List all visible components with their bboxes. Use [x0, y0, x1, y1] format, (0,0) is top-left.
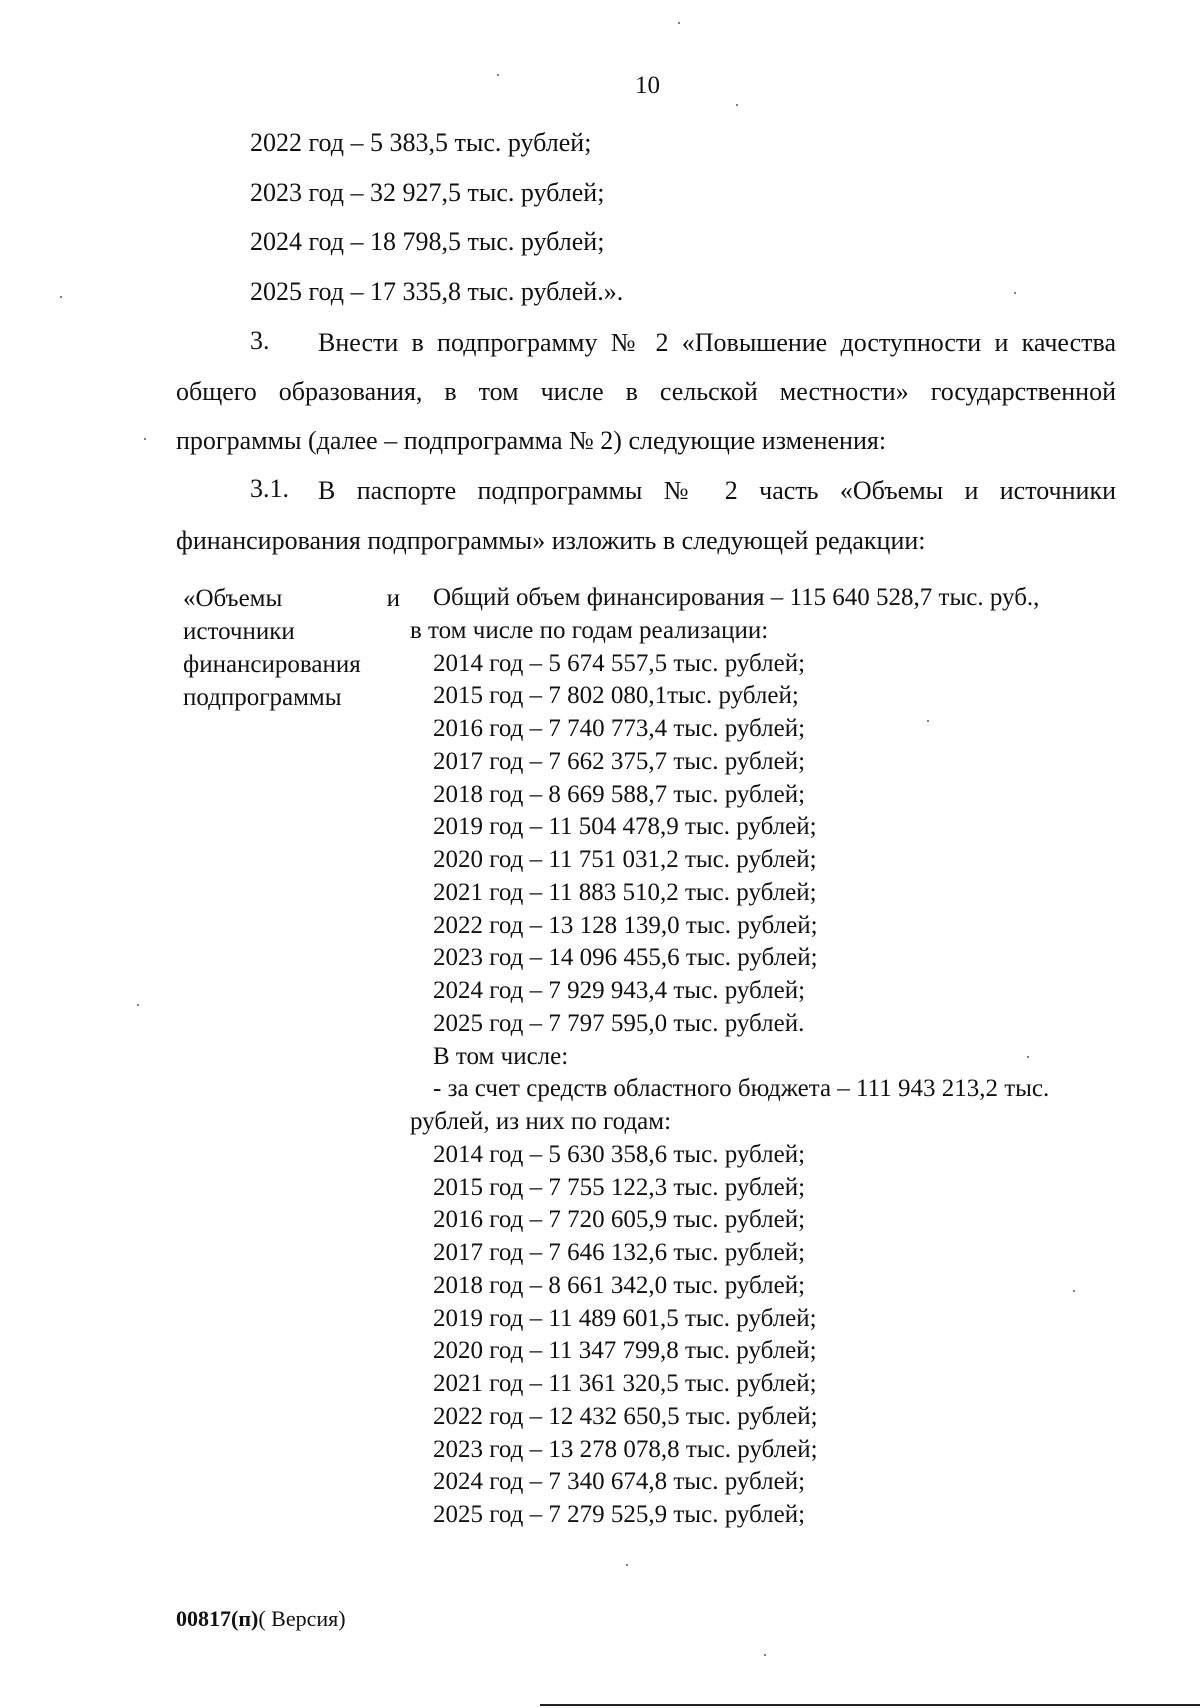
regional-year-row: 2025 год – 7 279 525,9 тыс. рублей;: [433, 1501, 806, 1528]
label-word: «Объемы: [183, 585, 283, 612]
total-year-row: 2022 год – 13 128 139,0 тыс. рублей;: [433, 911, 818, 939]
total-year-row: 2025 год – 7 797 595,0 тыс. рублей.: [433, 1009, 805, 1037]
total-year-row: 2019 год – 11 504 478,9 тыс. рублей;: [433, 813, 817, 841]
document-version: ( Версия): [258, 1606, 346, 1631]
label-word: источники: [183, 618, 295, 645]
scan-speck: [927, 720, 929, 722]
regional-year-row: 2021 год – 11 361 320,5 тыс. рублей;: [433, 1370, 817, 1397]
paragraph-number: 3.1.: [250, 474, 289, 503]
total-year-row: 2018 год – 8 669 588,7 тыс. рублей;: [433, 780, 806, 808]
bottom-rule: [540, 1704, 1200, 1706]
label-word: финансирования: [183, 651, 361, 678]
paragraph-line: финансирования подпрограммы» изложить в следующей редакции:: [176, 526, 926, 555]
paragraph-line: Внести в подпрограмму № 2 «Повышение доступности и качества: [318, 328, 1116, 357]
year-line: 2024 год – 18 798,5 тыс. рублей;: [250, 227, 605, 256]
regional-year-row: 2022 год – 12 432 650,5 тыс. рублей;: [433, 1402, 818, 1430]
document-code: 00817(п): [176, 1606, 259, 1631]
scan-speck: [144, 438, 146, 440]
scan-speck: [60, 296, 62, 298]
scan-speck: [764, 1654, 766, 1656]
year-line: 2025 год – 17 335,8 тыс. рублей.».: [250, 277, 624, 306]
regional-year-row: 2023 год – 13 278 078,8 тыс. рублей;: [433, 1435, 818, 1463]
total-year-row: 2023 год – 14 096 455,6 тыс. рублей;: [433, 944, 818, 972]
funding-label: [183, 582, 400, 714]
total-year-row: 2014 год – 5 674 557,5 тыс. рублей;: [433, 649, 806, 677]
total-year-row: 2021 год – 11 883 510,2 тыс. рублей;: [433, 878, 817, 906]
regional-year-row: 2024 год – 7 340 674,8 тыс. рублей;: [433, 1468, 806, 1496]
scan-speck: [1027, 1056, 1029, 1058]
regional-year-row: 2019 год – 11 489 601,5 тыс. рублей;: [433, 1304, 817, 1332]
year-line: 2023 год – 32 927,5 тыс. рублей;: [250, 178, 605, 207]
paragraph-number: 3.: [250, 326, 270, 355]
year-line: 2022 год – 5 383,5 тыс. рублей;: [250, 128, 592, 157]
scan-speck: [736, 104, 738, 106]
total-year-row: 2017 год – 7 662 375,7 тыс. рублей;: [433, 747, 806, 775]
regional-year-row: 2016 год – 7 720 605,9 тыс. рублей;: [433, 1206, 806, 1234]
page-number: 10: [635, 72, 660, 99]
regional-year-row: 2015 год – 7 755 122,3 тыс. рублей;: [433, 1173, 806, 1201]
label-word: подпрограммы: [183, 684, 342, 711]
scan-speck: [626, 1564, 628, 1566]
document-footer: [176, 1606, 346, 1632]
total-year-row: 2016 год – 7 740 773,4 тыс. рублей;: [433, 715, 806, 742]
regional-line: рублей, из них по годам:: [410, 1108, 672, 1135]
total-line: в том числе по годам реализации:: [410, 616, 769, 644]
paragraph-line: В паспорте подпрограммы № 2 часть «Объемы и источники: [318, 476, 1116, 505]
paragraph-line: общего образования, в том числе в сельской местности» государственной: [176, 377, 1116, 406]
scan-speck: [1073, 1290, 1075, 1292]
total-year-row: 2015 год – 7 802 080,1тыс. рублей;: [433, 682, 799, 710]
scan-speck: [678, 22, 680, 24]
total-line: Общий объем финансирования – 115 640 528,7 тыс. руб.,: [433, 584, 1040, 611]
regional-line: - за счет средств областного бюджета – 111 943 213,2 тыс.: [433, 1075, 1050, 1103]
scan-speck: [1014, 292, 1016, 294]
funding-values: [410, 582, 1130, 1532]
total-year-row: 2024 год – 7 929 943,4 тыс. рублей;: [433, 977, 806, 1004]
regional-year-row: 2017 год – 7 646 132,6 тыс. рублей;: [433, 1239, 806, 1266]
scan-speck: [137, 1004, 139, 1006]
label-word: и: [386, 585, 400, 612]
scan-speck: [497, 74, 499, 76]
regional-year-row: 2014 год – 5 630 358,6 тыс. рублей;: [433, 1140, 806, 1168]
regional-year-row: 2020 год – 11 347 799,8 тыс. рублей;: [433, 1337, 817, 1365]
total-year-row: 2020 год – 11 751 031,2 тыс. рублей;: [433, 846, 817, 873]
regional-year-row: 2018 год – 8 661 342,0 тыс. рублей;: [433, 1271, 806, 1299]
paragraph-line: программы (далее – подпрограмма № 2) следующие изменения:: [176, 426, 887, 455]
including-label: В том числе:: [433, 1042, 569, 1070]
